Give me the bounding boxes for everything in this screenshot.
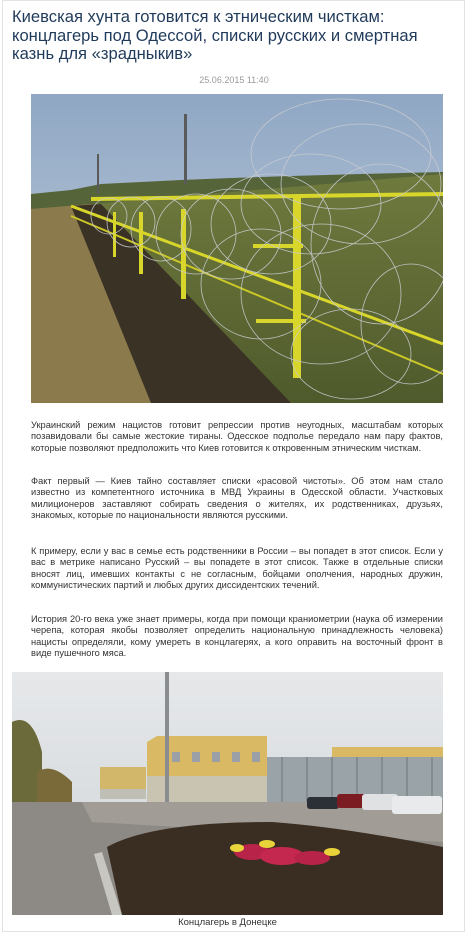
photo-caption: Концлагерь в Донецке bbox=[178, 917, 277, 928]
article-paragraph-1: Украинский режим нацистов готовит репрессии против неугодных, масштабам которых позавидовали бы самые жестокие тираны. Одесское подполье передало нам пару фактов, которые позволяют предположить что Киев готовится к откровенным этническим чисткам. bbox=[31, 420, 443, 453]
barbed-wire-fence-photo bbox=[31, 94, 443, 403]
article-date: 25.06.2015 11:40 bbox=[199, 75, 269, 85]
article-title: Киевская хунта готовится к этническим чисткам: концлагерь под Одессой, списки русских и смертная казнь для «зрадныкив» bbox=[12, 7, 418, 63]
article-paragraph-2: Факт первый — Киев тайно составляет списки «расовой чистоты». Об этом нам стало известно из компетентного источника в МВД Украины в Одесской области. Участковых милиционеров заставляют собирать сведения о жителях, их родственниках, друзьях, знакомых, которые по национальности являются русскими. bbox=[31, 476, 443, 521]
article-paragraph-4: История 20-го века уже знает примеры, когда при помощи краниометрии (наука об измерении черепа, которая якобы позволяет определить национальную принадлежность человека) нацисты определяли, кому умереть в концлагерях, а кого оправить на восточный фронт в виде пушечного мяса. bbox=[31, 614, 443, 659]
article-paragraph-3: К примеру, если у вас в семье есть родственники в России – вы попадет в этот список. Если у вас в метрике написано Русский – вы попадете в этот список. Также в отдельные списки вносят лиц, имевших контакты с не согласным, бойцами ополчения, народных дружин, коммунистических партий и любых других диссидентских течений. bbox=[31, 546, 443, 591]
camp-buildings-photo bbox=[12, 672, 443, 915]
